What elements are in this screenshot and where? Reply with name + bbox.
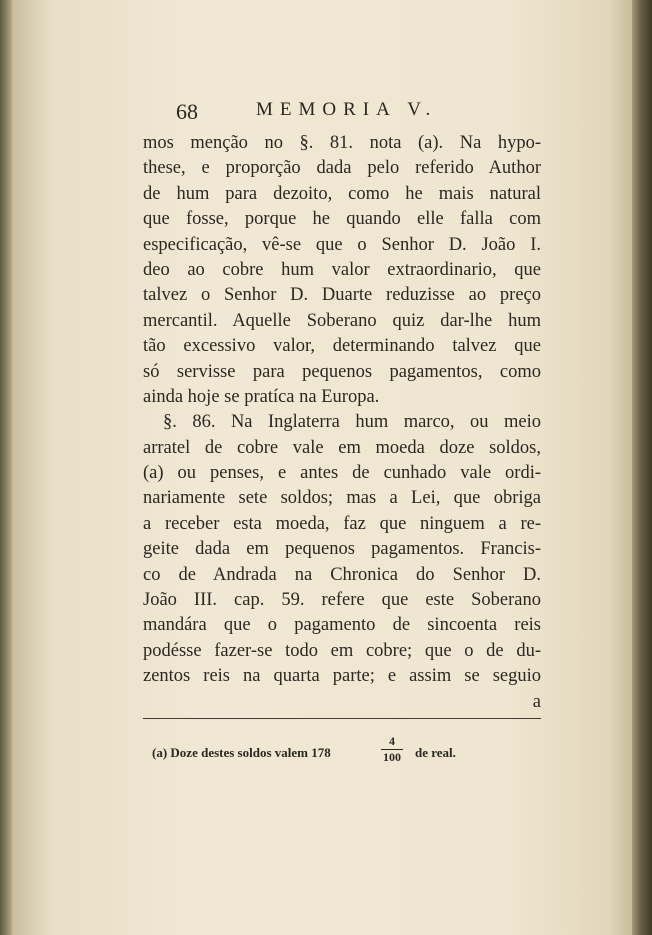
text-line: tão excessivo valor, determinando talvez que [143,336,541,357]
text-line: especificação, vê-se que o Senhor D. João I. [143,234,541,255]
fraction-denominator: 100 [383,750,401,764]
text-line: talvez o Senhor D. Duarte reduzisse ao preço [143,285,541,306]
text-line: §. 86. Na Inglaterra hum marco, ou meio [163,412,541,433]
page-number: 68 [176,99,198,124]
text-line: de hum para dezoito, como he mais natural [143,183,541,204]
book-spine-shadow [0,0,14,935]
text-line: podésse fazer-se todo em cobre; que o de du- [143,640,541,661]
footnote [152,733,482,773]
text-line: mercantil. Aquelle Soberano quiz dar-lhe hum [143,310,541,331]
text-line: João III. cap. 59. refere que este Soberano [143,590,541,611]
text-line: mos menção no §. 81. nota (a). Na hypo- [143,133,541,153]
page-edge-shadow [632,0,652,935]
text-line: que fosse, porque he quando elle falla com [143,209,541,230]
text-line: (a) ou penses, e antes de cunhado vale ordi- [143,463,541,484]
footnote-text: (a) Doze destes soldos valem 178 [152,745,331,760]
text-line: geite dada em pequenos pagamentos. Francis- [143,539,541,560]
text-line: a receber esta moeda, faz que ninguem a re- [143,513,541,534]
footnote-rule [143,718,541,719]
running-head [176,99,506,127]
footnote-suffix: de real. [415,745,456,760]
text-line: só servisse para pequenos pagamentos, como [143,361,541,382]
fraction-numerator: 4 [389,734,395,748]
text-line: zentos reis na quarta parte; e assim se seguio [143,666,541,687]
text-line: nariamente sete soldos; mas a Lei, que obriga [143,488,541,509]
text-line: ainda hoje se pratíca na Europa. [143,386,380,407]
text-line: mandára que o pagamento de sincoenta reis [143,615,541,636]
catchword: a [532,691,541,712]
footnote-fraction [381,735,403,764]
text-line: deo ao cobre hum valor extraordinario, que [143,259,541,280]
running-title: MEMORIA V. [256,99,438,120]
body-text [143,131,541,715]
text-line: co de Andrada na Chronica do Senhor D. [143,564,541,585]
text-line: arratel de cobre vale em moeda doze soldos, [143,437,541,458]
text-line: these, e proporção dada pelo referido Author [143,158,541,179]
